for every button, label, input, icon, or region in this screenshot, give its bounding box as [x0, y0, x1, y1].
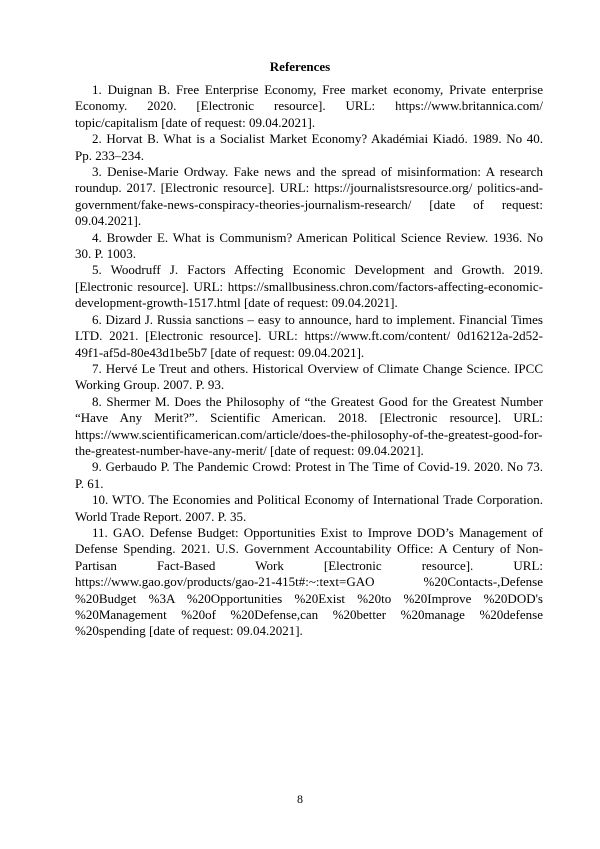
reference-item: 3. Denise-Marie Ordway. Fake news and the spread of misinformation: A research roundup. 2017. [Electronic resource]. URL: https://journalistsresource.org/ politics-and-government/fake-news-conspiracy-theories-journalism-research/ [date of request: 09.04.2021]. [75, 164, 543, 229]
reference-item: 7. Hervé Le Treut and others. Historical Overview of Climate Change Science. IPCC Working Group. 2007. P. 93. [75, 360, 543, 393]
reference-item: 5. Woodruff J. Factors Affecting Economic Development and Growth. 2019. [Electronic resource]. URL: https://smallbusiness.chron.com/factors-affecting-economic-development-growth-1517.html [date of request: 09.04.2021]. [75, 262, 543, 311]
reference-item: 8. Shermer M. Does the Philosophy of “the Greatest Good for the Greatest Number “Have Any Merit?”. Scientific American. 2018. [Electronic resource]. URL: https://www.scientificamerican.com/article/does-the-philosophy-of-the-greatest-good-for-the-greatest-number-have-any-merit/ [date of request: 09.04.2021]. [75, 393, 543, 458]
reference-item: 1. Duignan B. Free Enterprise Economy, Free market economy, Private enterprise Economy. 2020. [Electronic resource]. URL: https://www.britannica.com/ topic/capitalism [date of request: 09.04.2021]. [75, 82, 543, 130]
references-heading: References [269, 59, 331, 74]
reference-item: 4. Browder E. What is Communism? American Political Science Review. 1936. No 30. P. 1003. [75, 229, 543, 262]
reference-item: 2. Horvat B. What is a Socialist Market Economy? Akadémiai Kiadó. 1989. No 40. Pp. 233–234. [75, 131, 543, 163]
reference-item: 10. WTO. The Economies and Political Economy of International Trade Corporation. World Trade Report. 2007. P. 35. [75, 492, 543, 524]
reference-item: 11. GAO. Defense Budget: Opportunities Exist to Improve DOD’s Management of Defense Spending. 2021. U.S. Government Accountability Office: A Century of Non-Partisan Fact-Based Work [Electronic resource]. URL: https://www.gao.gov/products/gao-21-415t#:~:text=GAO %20Contacts-,Defense %20Budget %3A %20Opportunities %20Exist %20to %20Improve %20DOD's %20Management %20of %20Defense,can %20better %20manage %20defense %20spending [date of request: 09.04.2021]. [75, 524, 543, 639]
reference-item: 6. Dizard J. Russia sanctions – easy to announce, hard to implement. Financial Times LTD. 2021. [Electronic resource]. URL: https://www.ft.com/content/ 0d16212a-2d52-49f1-af5d-80e43d1be5b7 [date of request: 09.04.2021]. [75, 311, 543, 360]
reference-item: 9. Gerbaudo P. The Pandemic Crowd: Protest in The Time of Covid-19. 2020. No 73. P. 61. [75, 459, 543, 491]
page-number: 8 [297, 792, 303, 806]
references-list [75, 82, 543, 640]
